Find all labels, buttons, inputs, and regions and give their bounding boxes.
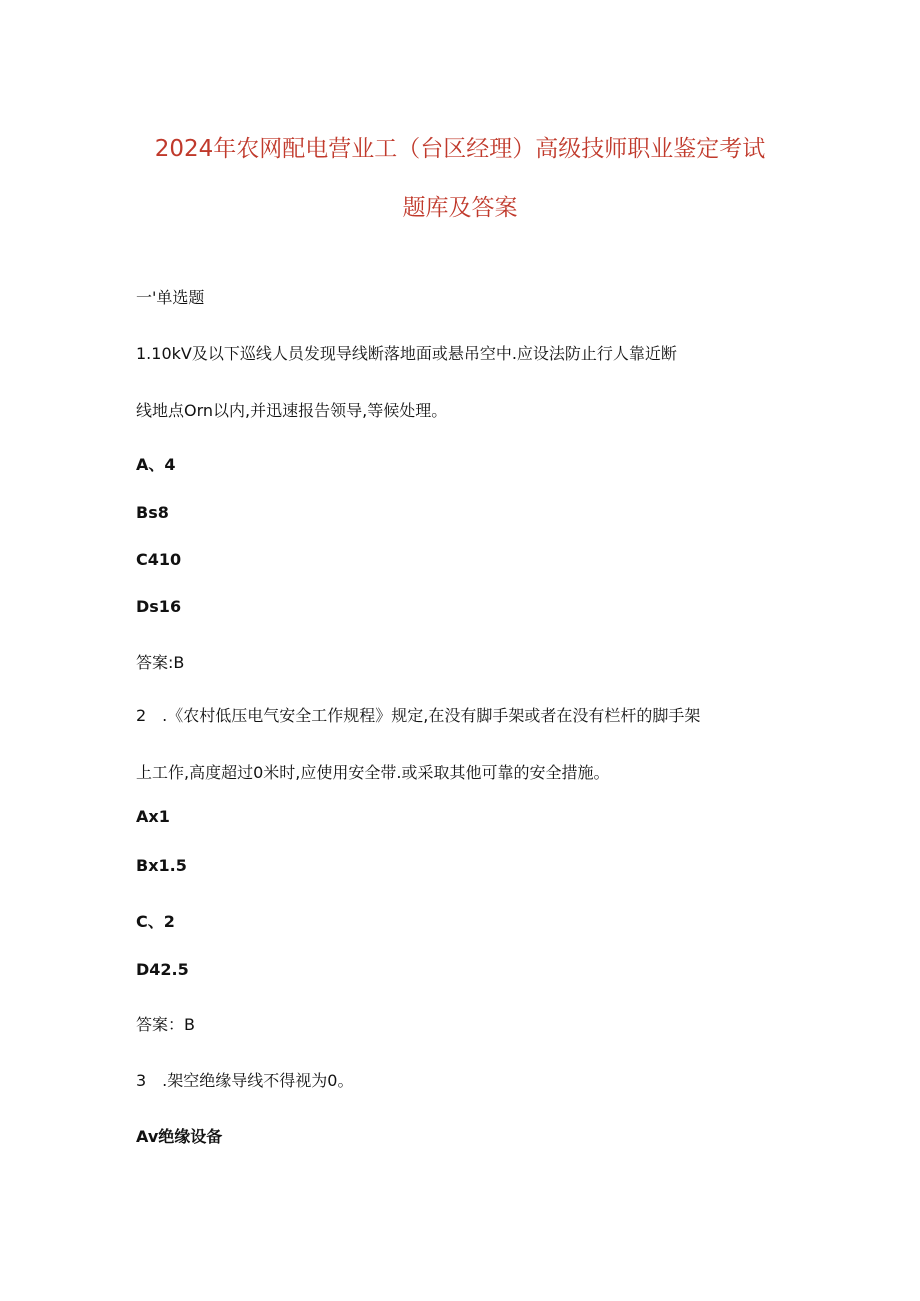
- question-2-stem-line-2: 上工作,高度超过0米时,应使用安全带.或采取其他可靠的安全措施。: [136, 763, 610, 782]
- document-title-line-2: 题库及答案: [402, 195, 518, 221]
- question-1-stem-line-1: 1.10kV及以下巡线人员发现导线断落地面或悬吊空中.应设法防止行人靠近断: [136, 344, 677, 363]
- question-2-option-a: Ax1: [136, 807, 170, 826]
- question-3-option-a: Av绝缘设备: [136, 1127, 223, 1146]
- question-1-answer: 答案:B: [136, 653, 185, 672]
- question-1-option-b: Bs8: [136, 503, 169, 522]
- question-1-option-d: Ds16: [136, 597, 182, 616]
- question-1-option-c: C410: [136, 550, 182, 569]
- question-2-answer: 答案：B: [136, 1015, 195, 1034]
- question-2-option-b: Bx1.5: [136, 856, 187, 875]
- question-2-option-d: D42.5: [136, 960, 189, 979]
- question-1-option-a: A、4: [136, 455, 176, 474]
- question-2-option-c: C、2: [136, 912, 175, 931]
- question-3-stem-line-1: 3 .架空绝缘导线不得视为0。: [136, 1071, 354, 1090]
- document-title-line-1: 2024年农网配电营业工（台区经理）高级技师职业鉴定考试: [154, 136, 766, 162]
- section-heading: 一'单选题: [136, 288, 205, 307]
- question-2-stem-line-1: 2 .《农村低压电气安全工作规程》规定,在没有脚手架或者在没有栏杆的脚手架: [136, 706, 701, 725]
- question-1-stem-line-2: 线地点Orn以内,并迅速报告领导,等候处理。: [136, 401, 448, 420]
